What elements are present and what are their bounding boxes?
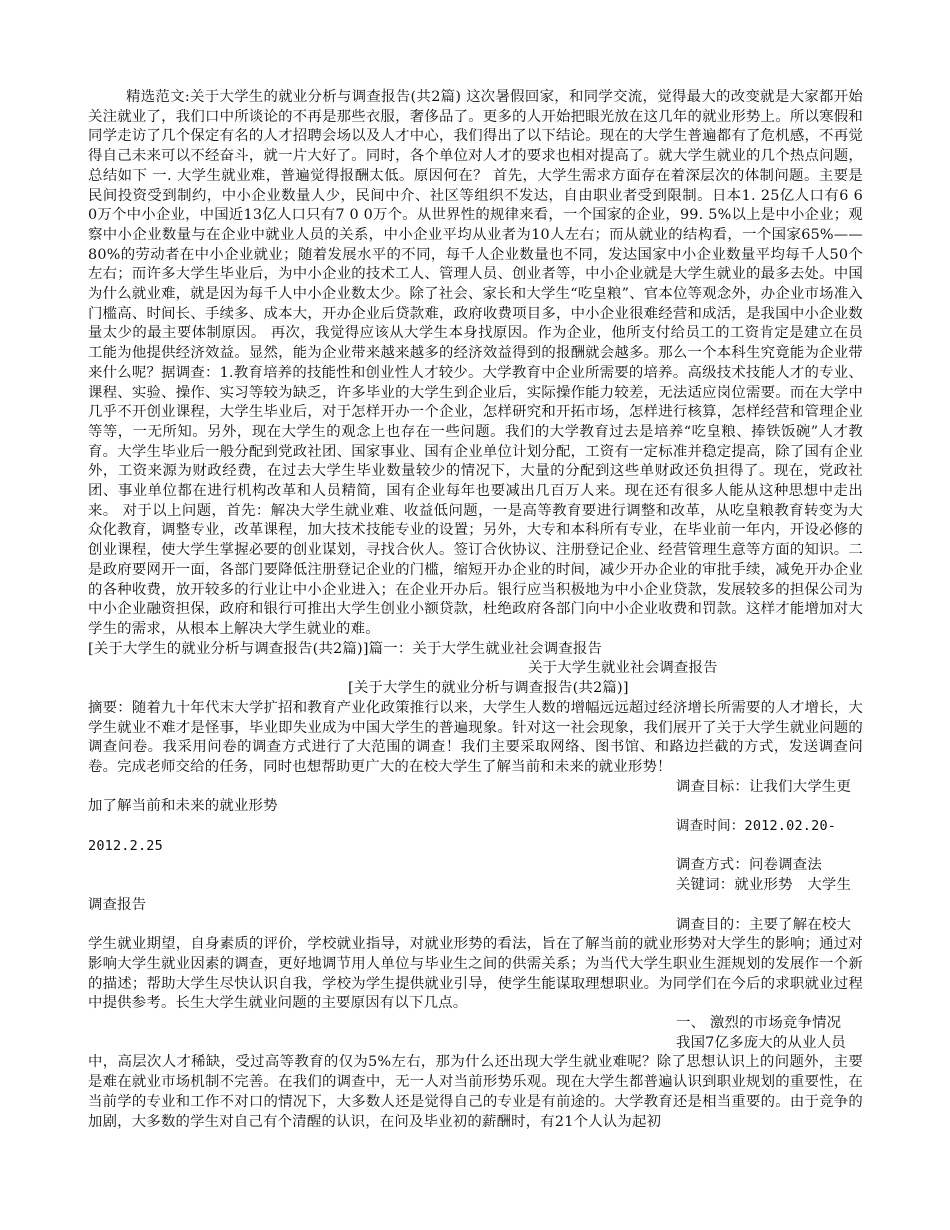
section-line: 我国7亿多庞大的从业人员 — [676, 1034, 846, 1051]
report-subtitle: [关于大学生的就业分析与调查报告(共2篇)] — [348, 680, 629, 697]
goal-line: 调查目标：让我们大学生更 — [676, 778, 852, 795]
keywords-line: 关键词：就业形势 大学生 — [676, 877, 852, 894]
keywords-continuation: 调查报告 — [88, 896, 147, 913]
section-heading: 一、 激烈的市场竞争情况 — [676, 1015, 842, 1032]
report-title: 关于大学生就业社会调查报告 — [528, 660, 718, 677]
method-line: 调查方式：问卷调查法 — [676, 857, 822, 874]
intro-paragraph: 精选范文:关于大学生的就业分析与调查报告(共2篇) 这次暑假回家，和同学交流，觉得最大的改变就是大家都开始关注就业了，我们口中所谈论的不再是那些衣服，奢侈品了。更多的人开始把眼光放在这几年的就业形势上。所以寒假和同学走访了几个保定有名的人才招聘会场以及人才中心，我们得出了以下结论。现在的大学生普遍都有了危机感，不再觉得自己未来可以不经奋斗，就一片大好了。同时，各个单位对人才的要求也相对提高了。就大学生就业的几个热点问题，总结如下 一. 大学生就业难，普遍觉得报酬太低。原因何在？ 首先，大学生需求方面存在着深层次的体制问题。主要是民间投资受到制约，中小企业数量人少，民间中介、社区等组织不发达，自由职业者受到限制。日本1. 25亿人口有6 6 0万个中小企业，中国近13亿人口只有7 0 0万个。从世界性的规律来看，一个国家的企业，99. 5%以上是中小企业；观察中小企业数量与在企业中就业人员的关系，中小企业平均从业者为10人左右；而从就业的结构看，一个国家65%——80%的劳动者在中小企业就业；随着发展水平的不同，每千人企业数量也不同，发达国家中小企业数量平均每千人50个左右；而许多大学生毕业后，为中小企业的技术工人、管理人员、创业者等，中小企业就是大学生就业的最多去处。中国为什么就业难，就是因为每千人中小企业数太少。除了社会、家长和大学生“吃皇粮”、官本位等观念外，办企业市场准入门槛高、时间长、手续多、成本大，开办企业后贷款难，政府收费项目多，中小企业很难经营和成活，是我国中小企业数量太少的最主要体制原因。 再次，我觉得应该从大学生本身找原因。作为企业，他所支付给员工的工资肯定是建立在员工能为他提供经济效益。显然，能为企业带来越来越多的经济效益得到的报酬就会越多。那么一个本科生究竟能为企业带来什么呢？据调查：1.教育培养的技能性和创业性人才较少。大学教育中企业所需要的培养。高级技术技能人才的专业、课程、实验、操作、实习等较为缺乏，许多毕业的大学生到企业后，实际操作能力较差，无法适应岗位需要。而在大学中几乎不开创业课程，大学生毕业后，对于怎样开办一个企业，怎样研究和开拓市场，怎样进行核算，怎样经营和管理企业等等，一无所知。另外，现在大学生的观念上也存在一些问题。我们的大学教育过去是培养“吃皇粮、捧铁饭碗”人才教育。大学生毕业后一般分配到党政社团、国家事业、国有企业单位计划分配，工资有一定标准并稳定提高，除了国有企业外，工资来源为财政经费，在过去大学生毕业数量较少的情况下，大量的分配到这些单财政还负担得了。现在，党政社团、事业单位都在进行机构改革和人员精简，国有企业每年也要减出几百万人来。现在还有很多人能从这种思想中走出来。 对于以上问题，首先：解决大学生就业难、收益低问题，一是高等教育要进行调整和改革，从吃皇粮教育转变为大众化教育，调整专业，改革课程，加大技术技能专业的设置；另外，大专和本科所有专业，在毕业前一年内，开设必修的创业课程，使大学生掌握必要的创业谋划，寻找合伙人。签订合伙协议、注册登记企业、经营管理生意等方面的知识。二是政府要网开一面，各部门要降低注册登记企业的门槛，缩短开办企业的时间，减少开办企业的审批手续，减免开办企业的各种收费，放开较多的行业让中小企业进入；在企业开办后。银行应当积极地为中小企业贷款，发展较多的担保公司为中小企业融资担保，政府和银行可推出大学生创业小额贷款，杜绝政府各部门向中小企业收费和罚款。这样才能增加对大学生的需求，从根本上解决大学生就业的难。 — [88, 89, 863, 637]
abstract-paragraph: 摘要：随着九十年代末大学扩招和教育产业化政策推行以来，大学生人数的增幅远远超过经济增长所需要的人才增长，大学生就业不难才是怪事，毕业即失业成为中国大学生的普遍现象。针对这一社会现象，我们展开了关于大学生就业问题的调查问卷。我采用问卷的调查方式进行了大范围的调查！我们主要采取网络、图书馆、和路边拦截的方式，发送调查问卷。完成老师交给的任务，同时也想帮助更广大的在校大学生了解当前和未来的就业形势！ — [88, 699, 863, 775]
section-paragraph: 中，高层次人才稀缺，受过高等教育的仅为5%左右，那为什么还出现大学生就业难呢？除了思想认识上的问题外，主要是难在就业市场机制不完善。在我们的调查中，无一人对当前形势乐观。现在大学生都普遍认识到职业规划的重要性，在当前学的专业和工作不对口的情况下，大多数人还是觉得自己的专业是有前途的。大学教育还是相当重要的。由于竞争的加剧，大多数的学生对自己有个清醒的认识，在问及毕业初的薪酬时，有21个人认为起初 — [88, 1054, 863, 1130]
purpose-line: 调查目的：主要了解在校大 — [676, 916, 852, 933]
document-page — [88, 88, 863, 1132]
purpose-paragraph: 学生就业期望，自身素质的评价，学校就业指导，对就业形势的看法，旨在了解当前的就业形势对大学生的影响；通过对影响大学生就业因素的调查，更好地调节用人单位与毕业生之间的供需关系；为当代大学生职业生涯规划的发展作一个新的描述；帮助大学生尽快认识自我，学校为学生提供就业引导，使学生能谋取理想职业。为同学们在今后的求职就业过程中提供参考。长生大学生就业问题的主要原因有以下几点。 — [88, 936, 863, 1012]
time-line: 调查时间：2012.02.20- — [676, 818, 837, 835]
article-link[interactable]: [关于大学生的就业分析与调查报告(共2篇)]篇一：关于大学生就业社会调查报告 — [88, 640, 603, 657]
goal-continuation: 加了解当前和未来的就业形势 — [88, 798, 278, 815]
time-continuation: 2012.2.25 — [88, 837, 163, 854]
